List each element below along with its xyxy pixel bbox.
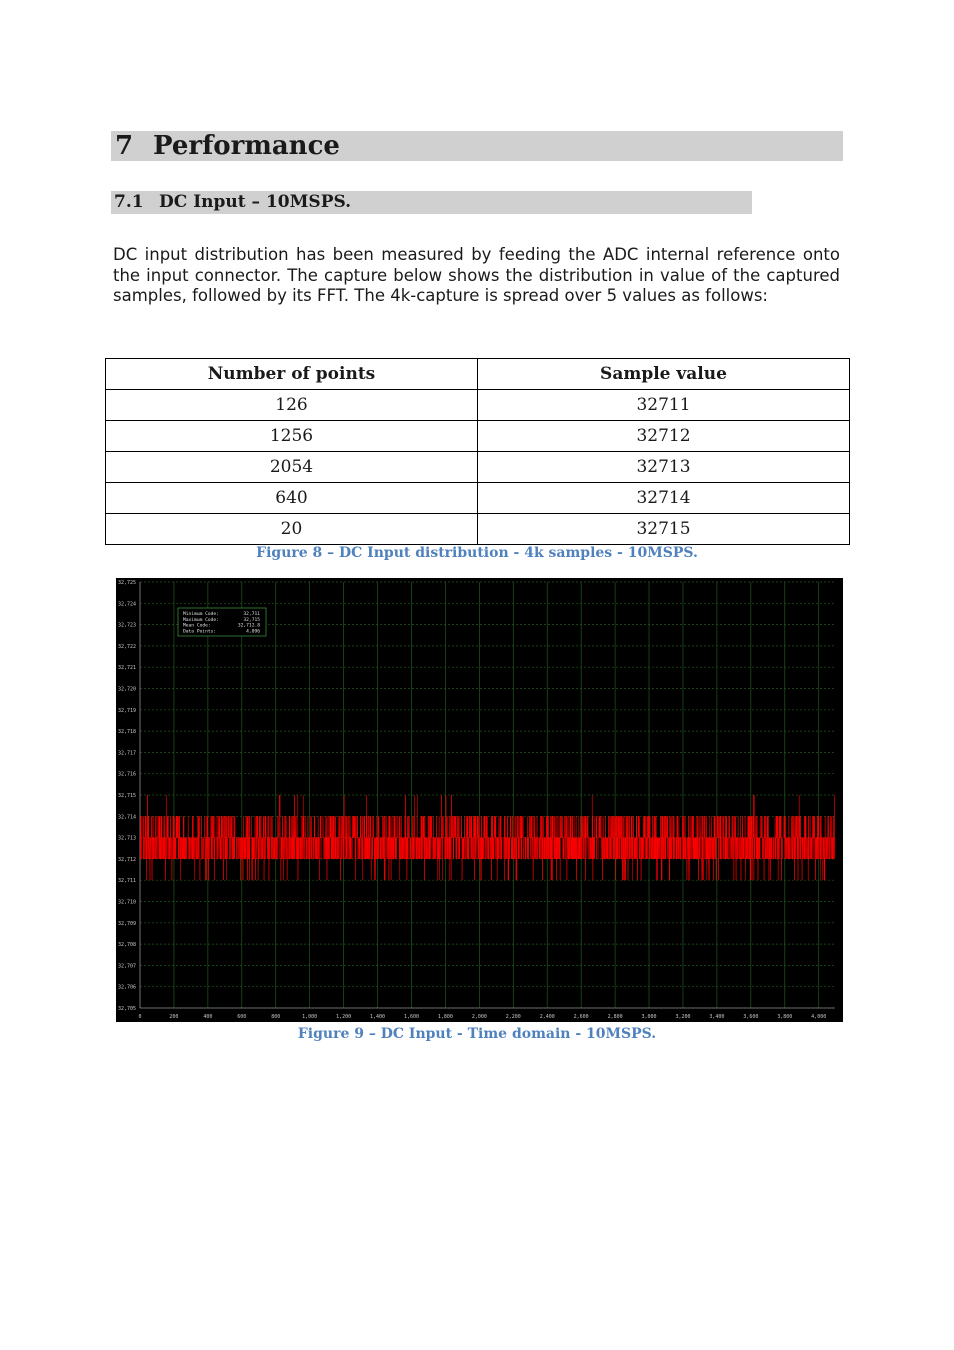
x-tick-label: 1,800	[437, 1014, 453, 1020]
figure-8-caption: Figure 8 – DC Input distribution - 4k samples - 10MSPS.	[256, 545, 698, 561]
series-trace	[140, 795, 835, 880]
stats-value: 32,712.8	[237, 623, 260, 629]
x-tick-label: 1,200	[336, 1014, 352, 1020]
table-cell: 32715	[478, 514, 850, 545]
table-header-row	[106, 359, 850, 390]
x-tick-label: 2,800	[607, 1014, 623, 1020]
x-tick-label: 2,000	[471, 1014, 487, 1020]
table-row	[106, 452, 850, 483]
y-tick-label: 32,724	[118, 601, 137, 608]
y-tick-label: 32,712	[118, 856, 137, 863]
y-tick-label: 32,715	[118, 793, 137, 799]
table-cell: 2054	[106, 452, 478, 483]
y-tick-label: 32,719	[118, 707, 137, 714]
x-tick-label: 2,200	[505, 1014, 521, 1020]
y-tick-label: 32,718	[118, 729, 137, 736]
table-cell: 640	[106, 483, 478, 514]
time-domain-plot	[116, 578, 843, 1022]
y-tick-label: 32,717	[118, 750, 137, 757]
subsection-heading	[111, 191, 752, 214]
x-tick-label: 3,800	[777, 1014, 793, 1020]
time-domain-chart	[116, 578, 843, 1022]
x-tick-label: 1,600	[403, 1014, 420, 1020]
subsection-title: DC Input – 10MSPS.	[159, 192, 352, 212]
y-tick-label: 32,708	[118, 942, 137, 949]
stats-label: Maximum Code:	[183, 617, 219, 623]
body-paragraph: DC input distribution has been measured by feeding the ADC internal reference onto the input connector. The capture below shows the distribution in value of the captured samples, followed by its FFT. The 4k-capture is spread over 5 values as follows:	[113, 245, 840, 305]
table-cell: 32712	[478, 421, 850, 452]
table-cell: 32711	[478, 390, 850, 421]
y-tick-label: 32,723	[118, 622, 137, 629]
x-tick-label: 1,400	[370, 1014, 386, 1020]
table-row	[106, 390, 850, 421]
table-header-cell: Sample value	[478, 359, 850, 390]
stats-value: 32,711	[243, 612, 260, 617]
stats-label: Mean Code:	[183, 623, 211, 629]
y-tick-label: 32,706	[118, 984, 137, 991]
table-cell: 32713	[478, 452, 850, 483]
stats-label: Data Points:	[183, 629, 217, 635]
section-heading	[111, 131, 843, 161]
x-tick-label: 1,000	[302, 1014, 318, 1020]
x-tick-label: 2,600	[573, 1014, 589, 1020]
y-tick-label: 32,721	[118, 665, 137, 672]
y-tick-label: 32,705	[118, 1006, 137, 1012]
x-tick-label: 3,600	[743, 1014, 759, 1020]
stats-value: 32,715	[243, 617, 260, 623]
y-tick-label: 32,714	[118, 814, 137, 821]
stats-value: 4,096	[246, 629, 260, 635]
y-tick-label: 32,722	[118, 643, 137, 650]
table-row	[106, 421, 850, 452]
table-cell: 20	[106, 514, 478, 545]
table-row	[106, 514, 850, 545]
y-tick-label: 32,716	[118, 771, 137, 778]
distribution-table	[105, 358, 850, 545]
y-tick-label: 32,710	[118, 899, 137, 906]
x-tick-label: 3,200	[675, 1014, 691, 1020]
x-tick-label: 200	[169, 1014, 179, 1020]
x-tick-label: 3,400	[709, 1014, 725, 1020]
stats-label: Minimum Code:	[183, 612, 219, 617]
section-number: 7	[115, 131, 134, 161]
table-row	[106, 483, 850, 514]
table-cell: 126	[106, 390, 478, 421]
x-tick-label: 800	[271, 1014, 281, 1020]
figure-9-caption: Figure 9 – DC Input - Time domain - 10MSPS.	[297, 1026, 657, 1042]
table-cell: 32714	[478, 483, 850, 514]
x-tick-label: 3,000	[641, 1014, 657, 1020]
x-tick-label: 600	[237, 1014, 247, 1020]
y-tick-label: 32,725	[118, 580, 137, 586]
section-title: Performance	[153, 131, 340, 161]
table-header-cell: Number of points	[106, 359, 478, 390]
y-tick-label: 32,720	[118, 686, 137, 693]
y-tick-label: 32,711	[118, 878, 137, 885]
x-tick-label: 4,000	[811, 1014, 827, 1020]
x-tick-label: 0	[138, 1014, 142, 1020]
subsection-number: 7.1	[114, 192, 144, 212]
x-tick-label: 2,400	[539, 1014, 555, 1020]
x-tick-label: 400	[203, 1014, 213, 1020]
y-tick-label: 32,707	[118, 963, 137, 970]
y-tick-label: 32,709	[118, 920, 137, 927]
y-tick-label: 32,713	[118, 835, 137, 842]
table-cell: 1256	[106, 421, 478, 452]
